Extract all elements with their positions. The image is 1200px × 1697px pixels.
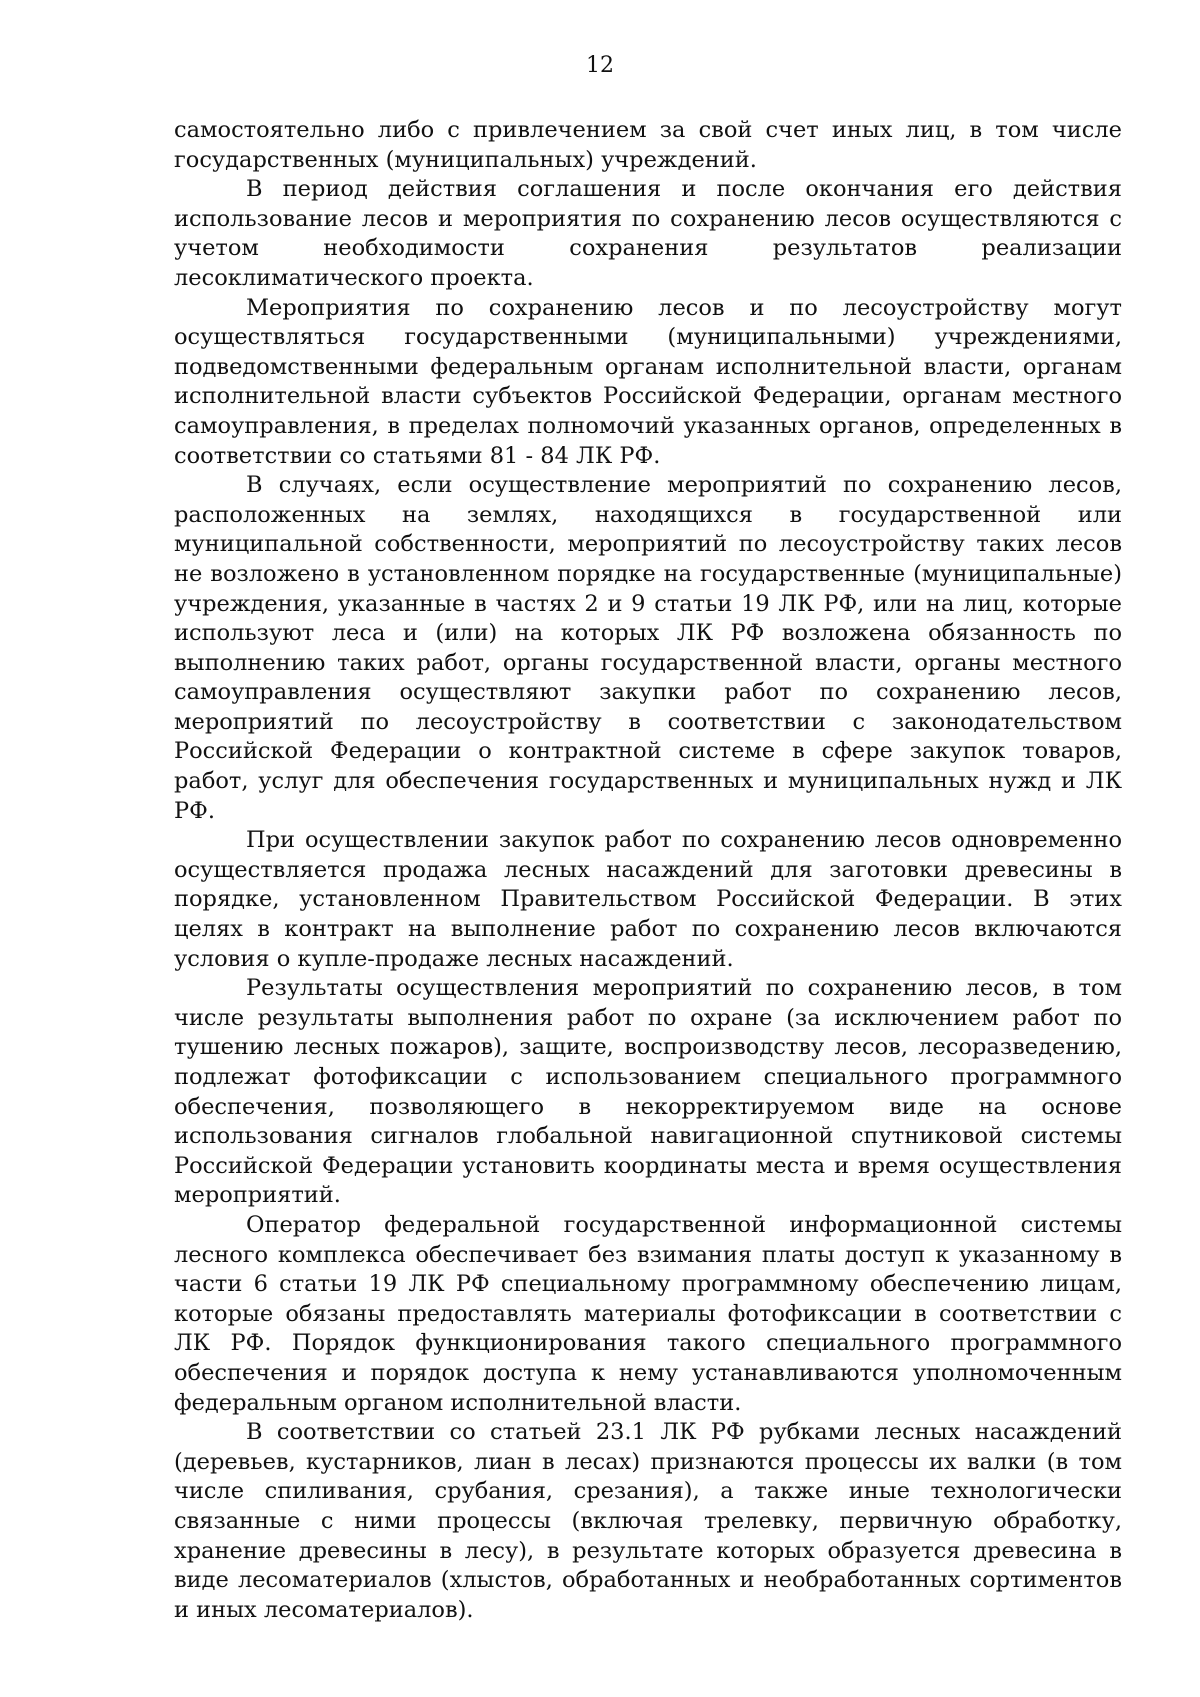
page-number: 12 bbox=[586, 53, 614, 78]
paragraph-continuation: самостоятельно либо с привлечением за свой счет иных лиц, в том числе государственных (муниципальных) учреждений. bbox=[174, 117, 1122, 173]
paragraph-procurement: В случаях, если осуществление мероприятий по сохранению лесов, расположенных на землях, находящихся в государственной или муниципальной собственности, мероприятий по лесоустройству таких лесов не возложено в установленном порядке на государственные (муниципальные) учреждения, указанные в частях 2 и 9 статьи 19 ЛК РФ, или на лиц, которые используют леса и (или) на которых ЛК РФ возложена обязанность по выполнению таких работ, органы государственной власти, органы местного самоуправления осуществляют закупки работ по сохранению лесов, мероприятий по лесоустройству в соответствии с законодательством Российской Федерации о контрактной системе в сфере закупок товаров, работ, услуг для обеспечения государственных и муниципальных нужд и ЛК РФ. bbox=[174, 472, 1122, 824]
document-body bbox=[174, 116, 1122, 1625]
paragraph-institutions: Мероприятия по сохранению лесов и по лесоустройству могут осуществляться государственными (муниципальными) учреждениями, подведомственными федеральным органам исполнительной власти, органам исполнительной власти субъектов Российской Федерации, органам местного самоуправления, в пределах полномочий указанных органов, определенных в соответствии со статьями 81 - 84 ЛК РФ. bbox=[174, 294, 1122, 469]
paragraph-photo-recording: Результаты осуществления мероприятий по сохранению лесов, в том числе результаты выполнения работ по охране (за исключением работ по тушению лесных пожаров), защите, воспроизводству лесов, лесоразведению, подлежат фотофиксации с использованием специального программного обеспечения, позволяющего в некорректируемом виде на основе использования сигналов глобальной навигационной спутниковой системы Российской Федерации установить координаты места и время осуществления мероприятий. bbox=[174, 975, 1122, 1209]
paragraph-software-access: Оператор федеральной государственной информационной системы лесного комплекса обеспечивает без взимания платы доступ к указанному в части 6 статьи 19 ЛК РФ специальному программному обеспечению лицам, которые обязаны предоставлять материалы фотофиксации в соответствии с ЛК РФ. Порядок функционирования такого специального программного обеспечения и порядок доступа к нему устанавливаются уполномоченным федеральным органом исполнительной власти. bbox=[174, 1211, 1122, 1416]
paragraph-logging-definition: В соответствии со статьей 23.1 ЛК РФ рубками лесных насаждений (деревьев, кустарников, лиан в лесах) признаются процессы их валки (в том числе спиливания, срубания, срезания), а также иные технологически связанные с ними процессы (включая трелевку, первичную обработку, хранение древесины в лесу), в результате которых образуется древесина в виде лесоматериалов (хлыстов, обработанных и необработанных сортиментов и иных лесоматериалов). bbox=[174, 1419, 1122, 1623]
paragraph-project-period: В период действия соглашения и после окончания его действия использование лесов и мероприятия по сохранению лесов осуществляются с учетом необходимости сохранения результатов реализации лесоклиматического проекта. bbox=[174, 176, 1122, 291]
paragraph-timber-sale: При осуществлении закупок работ по сохранению лесов одновременно осуществляется продажа лесных насаждений для заготовки древесины в порядке, установленном Правительством Российской Федерации. В этих целях в контракт на выполнение работ по сохранению лесов включаются условия о купле-продаже лесных насаждений. bbox=[174, 827, 1122, 972]
